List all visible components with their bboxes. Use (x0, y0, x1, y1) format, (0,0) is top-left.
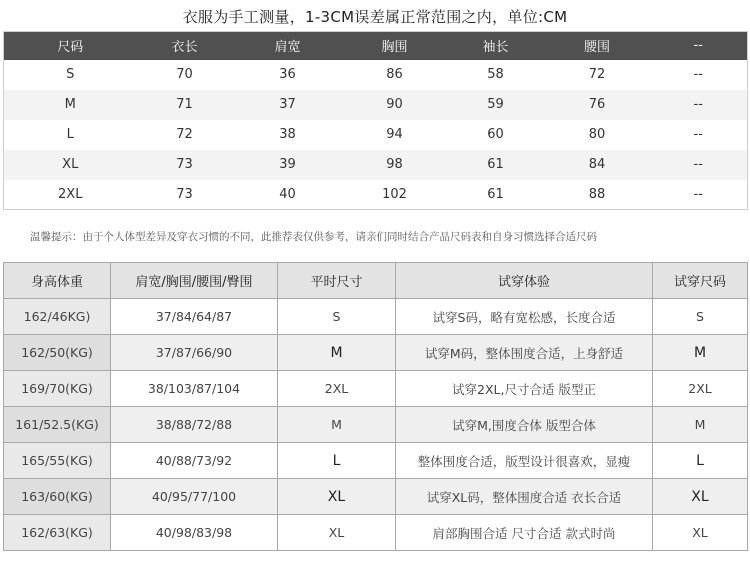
try-on-cell: XL (278, 479, 396, 515)
try-on-cell: M (278, 407, 396, 443)
try-on-cell: 165/55(KG) (4, 443, 111, 479)
try-on-header-cell: 平时尺寸 (278, 263, 396, 299)
size-chart-title: 衣服为手工测量，1-3CM误差属正常范围之内，单位:CM (182, 8, 568, 26)
try-on-table (3, 262, 748, 551)
try-on-cell: XL (653, 515, 748, 551)
try-on-row (4, 371, 748, 407)
size-chart-cell: -- (693, 157, 703, 172)
size-chart-cell: 70 (176, 67, 193, 82)
try-on-header-cell: 试穿尺码 (653, 263, 748, 299)
size-chart-cell: 86 (386, 67, 403, 82)
size-chart-header-row (4, 32, 748, 60)
size-chart-table (3, 31, 748, 210)
size-chart-cell: 72 (176, 127, 193, 142)
size-chart-cell: 61 (487, 157, 504, 172)
size-chart-cell: S (66, 67, 75, 82)
try-on-cell: 40/95/77/100 (111, 479, 278, 515)
size-chart-cell: 90 (386, 97, 403, 112)
try-on-cell: XL (653, 479, 748, 515)
size-chart-cell: 59 (487, 97, 504, 112)
try-on-cell: 40/98/83/98 (111, 515, 278, 551)
try-on-cell: L (653, 443, 748, 479)
size-chart-cell: 98 (386, 157, 403, 172)
size-chart-cell: 76 (588, 97, 606, 112)
size-chart-cell: 73 (176, 157, 193, 172)
try-on-cell: 162/50(KG) (4, 335, 111, 371)
size-chart-cell: 61 (487, 186, 504, 202)
try-on-cell: S (278, 299, 396, 335)
size-chart-cell: -- (693, 127, 703, 142)
size-chart-cell: 38 (279, 127, 296, 142)
size-chart-cell: 73 (176, 186, 193, 202)
size-chart-header-cell: 衣长 (171, 40, 198, 56)
size-chart-cell: 58 (487, 67, 504, 82)
try-on-header-cell: 肩宽/胸围/腰围/臀围 (111, 263, 278, 299)
size-chart-cell: -- (693, 97, 703, 112)
size-chart-row (4, 180, 748, 210)
try-on-cell: 38/88/72/88 (111, 407, 278, 443)
size-chart-cell: 60 (487, 127, 504, 142)
size-chart-row (4, 150, 748, 180)
size-chart-cell: -- (693, 67, 703, 82)
try-on-row (4, 407, 748, 443)
size-chart-cell: 102 (382, 186, 407, 202)
size-chart-row (4, 120, 748, 150)
try-on-cell: 169/70(KG) (4, 371, 111, 407)
try-on-cell: 试穿XL码，整体围度合适 衣长合适 (396, 479, 653, 515)
try-on-cell: 2XL (278, 371, 396, 407)
try-on-cell: M (653, 335, 748, 371)
size-chart-cell: L (66, 127, 74, 142)
size-chart-cell: 80 (588, 127, 606, 142)
try-on-cell: XL (278, 515, 396, 551)
try-on-cell: 37/87/66/90 (111, 335, 278, 371)
try-on-cell: M (653, 407, 748, 443)
size-chart-cell: M (64, 97, 76, 112)
try-on-row (4, 479, 748, 515)
try-on-cell: 试穿S码，略有宽松感，长度合适 (396, 299, 653, 335)
try-on-cell: 162/63(KG) (4, 515, 111, 551)
try-on-cell: 163/60(KG) (4, 479, 111, 515)
size-chart-cell: 84 (588, 157, 606, 172)
try-on-row (4, 443, 748, 479)
size-chart-cell: 2XL (58, 186, 83, 202)
size-chart-cell: 36 (279, 67, 296, 82)
size-chart-header-cell: -- (693, 38, 703, 54)
try-on-cell: L (278, 443, 396, 479)
try-on-cell: 试穿M,围度合体 版型合体 (396, 407, 653, 443)
size-chart-cell: 39 (279, 157, 296, 172)
size-chart-row (4, 60, 748, 90)
try-on-cell: 162/46KG) (4, 299, 111, 335)
try-on-cell: 整体围度合适，版型设计很喜欢，显瘦 (396, 443, 653, 479)
try-on-cell: 161/52.5(KG) (4, 407, 111, 443)
size-chart-row (4, 90, 748, 120)
try-on-row (4, 515, 748, 551)
size-chart-cell: 71 (176, 97, 193, 112)
try-on-cell: 38/103/87/104 (111, 371, 278, 407)
reference-tip: 温馨提示：由于个人体型差异及穿衣习惯的不同，此推荐表仅供参考，请亲们同时结合产品尺码表和自身习惯选择合适尺码 (30, 231, 597, 243)
try-on-header-cell: 身高体重 (4, 263, 111, 299)
try-on-cell: 37/84/64/87 (111, 299, 278, 335)
size-chart-header-cell: 腰围 (583, 40, 610, 56)
size-chart-header-cell: 尺码 (57, 40, 84, 56)
try-on-cell: S (653, 299, 748, 335)
size-chart-header-cell: 肩宽 (274, 40, 301, 56)
size-chart-cell: 37 (279, 97, 296, 112)
try-on-cell: 肩部胸围合适 尺寸合适 款式时尚 (396, 515, 653, 551)
try-on-header-row (4, 263, 748, 299)
size-chart-header-cell: 袖长 (482, 40, 509, 56)
try-on-cell: 40/88/73/92 (111, 443, 278, 479)
size-chart-cell: 72 (588, 67, 606, 82)
size-chart-cell: 88 (588, 186, 606, 202)
size-chart-cell: 94 (386, 127, 403, 142)
size-chart-header-cell: 胸围 (381, 40, 408, 56)
try-on-cell: 试穿2XL,尺寸合适 版型正 (396, 371, 653, 407)
size-chart-cell: -- (693, 186, 703, 202)
try-on-cell: M (278, 335, 396, 371)
try-on-row (4, 335, 748, 371)
try-on-cell: 2XL (653, 371, 748, 407)
size-chart-cell: 40 (279, 186, 296, 202)
size-chart-cell: XL (62, 157, 79, 172)
try-on-row (4, 299, 748, 335)
try-on-header-cell: 试穿体验 (396, 263, 653, 299)
try-on-cell: 试穿M码，整体围度合适，上身舒适 (396, 335, 653, 371)
